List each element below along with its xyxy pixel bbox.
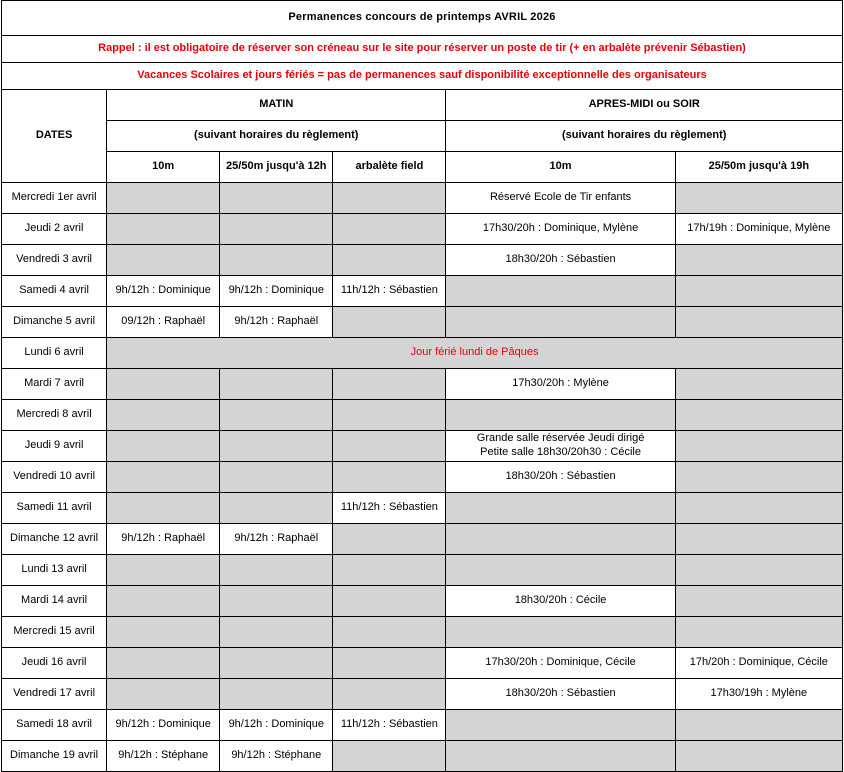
cell-soir-2550m: 17h30/19h : Mylène: [675, 679, 842, 710]
cell-matin-10m: [107, 493, 220, 524]
cell-matin-arbalete: [333, 617, 446, 648]
cell-date: Lundi 13 avril: [2, 555, 107, 586]
notice-vacances: Vacances Scolaires et jours fériés = pas de permanences sauf disponibilité exceptionnelle des organisateurs: [2, 63, 843, 90]
notice-row-1: [2, 36, 843, 63]
cell-matin-arbalete: 11h/12h : Sébastien: [333, 276, 446, 307]
cell-soir-10m: 18h30/20h : Sébastien: [446, 679, 675, 710]
cell-date: Dimanche 5 avril: [2, 307, 107, 338]
cell-matin-2550m: 9h/12h : Dominique: [220, 276, 333, 307]
cell-matin-arbalete: [333, 524, 446, 555]
cell-soir-2550m: [675, 307, 842, 338]
table-row: [2, 524, 843, 555]
cell-date: Mercredi 1er avril: [2, 183, 107, 214]
table-row: [2, 307, 843, 338]
cell-matin-10m: [107, 586, 220, 617]
cell-matin-arbalete: 11h/12h : Sébastien: [333, 710, 446, 741]
table-row: [2, 648, 843, 679]
cell-date: Dimanche 12 avril: [2, 524, 107, 555]
cell-soir-10m: [446, 617, 675, 648]
cell-matin-arbalete: [333, 307, 446, 338]
cell-matin-10m: 9h/12h : Stéphane: [107, 741, 220, 772]
cell-matin-arbalete: [333, 462, 446, 493]
cell-matin-10m: [107, 679, 220, 710]
cell-soir-10m: 17h30/20h : Dominique, Cécile: [446, 648, 675, 679]
cell-matin-2550m: [220, 431, 333, 462]
cell-matin-2550m: [220, 400, 333, 431]
cell-soir-10m: [446, 555, 675, 586]
header-matin: MATIN: [107, 90, 446, 121]
notice-row-2: [2, 63, 843, 90]
table-row: [2, 586, 843, 617]
cell-soir-10m: [446, 400, 675, 431]
cell-matin-arbalete: [333, 431, 446, 462]
cell-soir-2550m: [675, 431, 842, 462]
header-col-soir-10m: 10m: [446, 152, 675, 183]
cell-matin-2550m: 9h/12h : Raphaël: [220, 524, 333, 555]
table-row: [2, 276, 843, 307]
cell-date: Vendredi 10 avril: [2, 462, 107, 493]
table-row: [2, 710, 843, 741]
cell-matin-arbalete: [333, 369, 446, 400]
table-row: [2, 679, 843, 710]
cell-matin-2550m: [220, 648, 333, 679]
table-row: [2, 741, 843, 772]
cell-soir-2550m: [675, 245, 842, 276]
cell-soir-10m-line1: Grande salle réservée Jeudi dirigé: [476, 432, 645, 445]
cell-matin-2550m: [220, 555, 333, 586]
cell-date: Samedi 18 avril: [2, 710, 107, 741]
cell-date: Vendredi 17 avril: [2, 679, 107, 710]
header-row-sub: [2, 121, 843, 152]
cell-matin-10m: [107, 555, 220, 586]
cell-matin-arbalete: [333, 586, 446, 617]
cell-soir-10m-line2: Petite salle 18h30/20h30 : Cécile: [480, 446, 641, 458]
table-row: [2, 183, 843, 214]
cell-soir-10m: [446, 524, 675, 555]
cell-soir-10m: [446, 307, 675, 338]
header-col-matin-2550m: 25/50m jusqu'à 12h: [220, 152, 333, 183]
cell-matin-2550m: 9h/12h : Stéphane: [220, 741, 333, 772]
cell-date: Dimanche 19 avril: [2, 741, 107, 772]
cell-soir-10m: 18h30/20h : Cécile: [446, 586, 675, 617]
table-row: [2, 400, 843, 431]
cell-matin-2550m: [220, 183, 333, 214]
cell-soir-2550m: [675, 710, 842, 741]
cell-date: Samedi 4 avril: [2, 276, 107, 307]
cell-matin-2550m: [220, 245, 333, 276]
cell-matin-arbalete: 11h/12h : Sébastien: [333, 493, 446, 524]
cell-soir-2550m: [675, 369, 842, 400]
cell-date: Mercredi 8 avril: [2, 400, 107, 431]
cell-soir-10m: 17h30/20h : Mylène: [446, 369, 675, 400]
table-row: [2, 245, 843, 276]
table-row: [2, 555, 843, 586]
cell-matin-10m: [107, 617, 220, 648]
cell-soir-10m: [446, 741, 675, 772]
permanences-table: [1, 0, 843, 772]
cell-matin-arbalete: [333, 741, 446, 772]
table-row: [2, 493, 843, 524]
cell-soir-2550m: [675, 400, 842, 431]
cell-soir-10m: 18h30/20h : Sébastien: [446, 462, 675, 493]
cell-matin-2550m: [220, 586, 333, 617]
cell-matin-arbalete: [333, 183, 446, 214]
cell-date: Samedi 11 avril: [2, 493, 107, 524]
cell-soir-2550m: [675, 741, 842, 772]
cell-soir-2550m: [675, 617, 842, 648]
table-row: [2, 338, 843, 369]
cell-soir-2550m: [675, 524, 842, 555]
cell-matin-arbalete: [333, 648, 446, 679]
table-row: [2, 462, 843, 493]
cell-holiday-note: Jour férié lundi de Pâques: [107, 338, 843, 369]
notice-reservation: Rappel : il est obligatoire de réserver son créneau sur le site pour réserver un poste de tir (+ en arbalète prévenir Sébastien): [2, 36, 843, 63]
header-apresmidi: APRES-MIDI ou SOIR: [446, 90, 843, 121]
cell-matin-10m: [107, 369, 220, 400]
table-row: [2, 214, 843, 245]
cell-matin-10m: [107, 462, 220, 493]
cell-soir-2550m: [675, 183, 842, 214]
table-body: [2, 1, 843, 183]
cell-date: Lundi 6 avril: [2, 338, 107, 369]
cell-matin-arbalete: [333, 245, 446, 276]
cell-soir-10m: Réservé Ecole de Tir enfants: [446, 183, 675, 214]
cell-matin-10m: [107, 183, 220, 214]
cell-matin-10m: [107, 431, 220, 462]
table-row: [2, 431, 843, 462]
cell-date: Vendredi 3 avril: [2, 245, 107, 276]
header-col-soir-2550m: 25/50m jusqu'à 19h: [675, 152, 842, 183]
cell-soir-2550m: [675, 586, 842, 617]
cell-matin-2550m: [220, 679, 333, 710]
cell-soir-2550m: [675, 276, 842, 307]
cell-matin-arbalete: [333, 679, 446, 710]
cell-matin-2550m: 9h/12h : Raphaël: [220, 307, 333, 338]
cell-matin-10m: 9h/12h : Raphaël: [107, 524, 220, 555]
cell-matin-2550m: [220, 493, 333, 524]
title-row: [2, 1, 843, 36]
cell-matin-10m: 9h/12h : Dominique: [107, 276, 220, 307]
cell-matin-arbalete: [333, 400, 446, 431]
cell-matin-10m: 9h/12h : Dominique: [107, 710, 220, 741]
schedule-rows: [2, 183, 843, 772]
cell-matin-2550m: [220, 617, 333, 648]
cell-matin-2550m: [220, 214, 333, 245]
cell-soir-10m: 18h30/20h : Sébastien: [446, 245, 675, 276]
cell-soir-2550m: 17h/20h : Dominique, Cécile: [675, 648, 842, 679]
cell-matin-10m: [107, 214, 220, 245]
header-apresmidi-sub: (suivant horaires du règlement): [446, 121, 843, 152]
cell-soir-2550m: [675, 555, 842, 586]
header-matin-sub: (suivant horaires du règlement): [107, 121, 446, 152]
header-col-matin-10m: 10m: [107, 152, 220, 183]
cell-soir-10m: [446, 431, 675, 462]
cell-matin-2550m: 9h/12h : Dominique: [220, 710, 333, 741]
cell-matin-arbalete: [333, 214, 446, 245]
page-title: Permanences concours de printemps AVRIL 2026: [2, 1, 843, 36]
cell-matin-arbalete: [333, 555, 446, 586]
table-row: [2, 369, 843, 400]
cell-date: Jeudi 9 avril: [2, 431, 107, 462]
cell-matin-10m: [107, 648, 220, 679]
cell-date: Jeudi 16 avril: [2, 648, 107, 679]
table-row: [2, 617, 843, 648]
header-col-matin-arbalete: arbalète field: [333, 152, 446, 183]
cell-soir-10m: [446, 710, 675, 741]
cell-soir-2550m: [675, 493, 842, 524]
header-row-main: [2, 90, 843, 121]
cell-date: Mardi 14 avril: [2, 586, 107, 617]
cell-soir-2550m: [675, 462, 842, 493]
cell-soir-2550m: 17h/19h : Dominique, Mylène: [675, 214, 842, 245]
cell-date: Mercredi 15 avril: [2, 617, 107, 648]
cell-matin-10m: [107, 400, 220, 431]
cell-date: Jeudi 2 avril: [2, 214, 107, 245]
cell-soir-10m: [446, 276, 675, 307]
cell-matin-2550m: [220, 462, 333, 493]
cell-matin-10m: 09/12h : Raphaël: [107, 307, 220, 338]
cell-matin-10m: [107, 245, 220, 276]
header-dates: DATES: [2, 90, 107, 183]
cell-date: Mardi 7 avril: [2, 369, 107, 400]
header-row-columns: [2, 152, 843, 183]
cell-soir-10m: [446, 493, 675, 524]
cell-soir-10m: 17h30/20h : Dominique, Mylène: [446, 214, 675, 245]
cell-matin-2550m: [220, 369, 333, 400]
